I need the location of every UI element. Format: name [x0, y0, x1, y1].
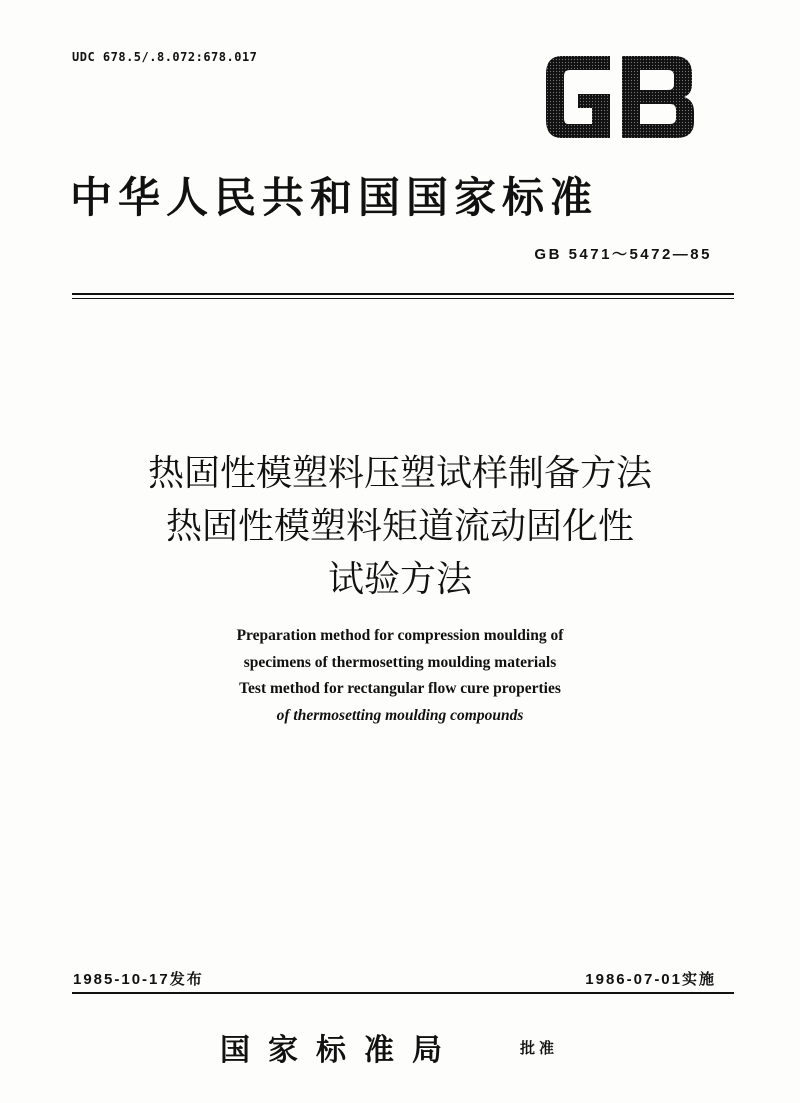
- standard-number: GB 5471～5472—85: [534, 246, 712, 263]
- english-title-line: Test method for rectangular flow cure properties: [239, 680, 561, 697]
- logo-letter-g: [546, 56, 610, 138]
- english-title-line: specimens of thermosetting moulding materials: [243, 653, 557, 671]
- gb-logo: [540, 52, 698, 142]
- footer-divider: [72, 992, 734, 994]
- chinese-title-line: 热固性模塑料矩道流动固化性: [165, 506, 634, 547]
- english-title-block: [130, 623, 670, 729]
- national-standard-heading: 中华人民共和国国家标准: [70, 173, 599, 222]
- chinese-title-block: [100, 447, 700, 606]
- header-divider: [72, 293, 734, 295]
- english-title-line: Preparation method for compression moulding of: [236, 627, 564, 644]
- chinese-title-line: 试验方法: [327, 559, 472, 600]
- implementation-date: 1986-07-01实施: [585, 971, 716, 988]
- issuing-bureau: 国家标准局: [220, 1033, 460, 1068]
- chinese-title-line: 热固性模塑料压塑试样制备方法: [147, 453, 652, 494]
- udc-code: UDC 678.5/.8.072:678.017: [72, 50, 258, 64]
- issue-date: 1985-10-17发布: [73, 971, 204, 988]
- logo-letter-b: [622, 56, 694, 138]
- approval-mark: 批准: [520, 1039, 559, 1057]
- english-title-line: of thermosetting moulding compounds: [276, 706, 524, 724]
- header-divider-thin: [72, 298, 734, 299]
